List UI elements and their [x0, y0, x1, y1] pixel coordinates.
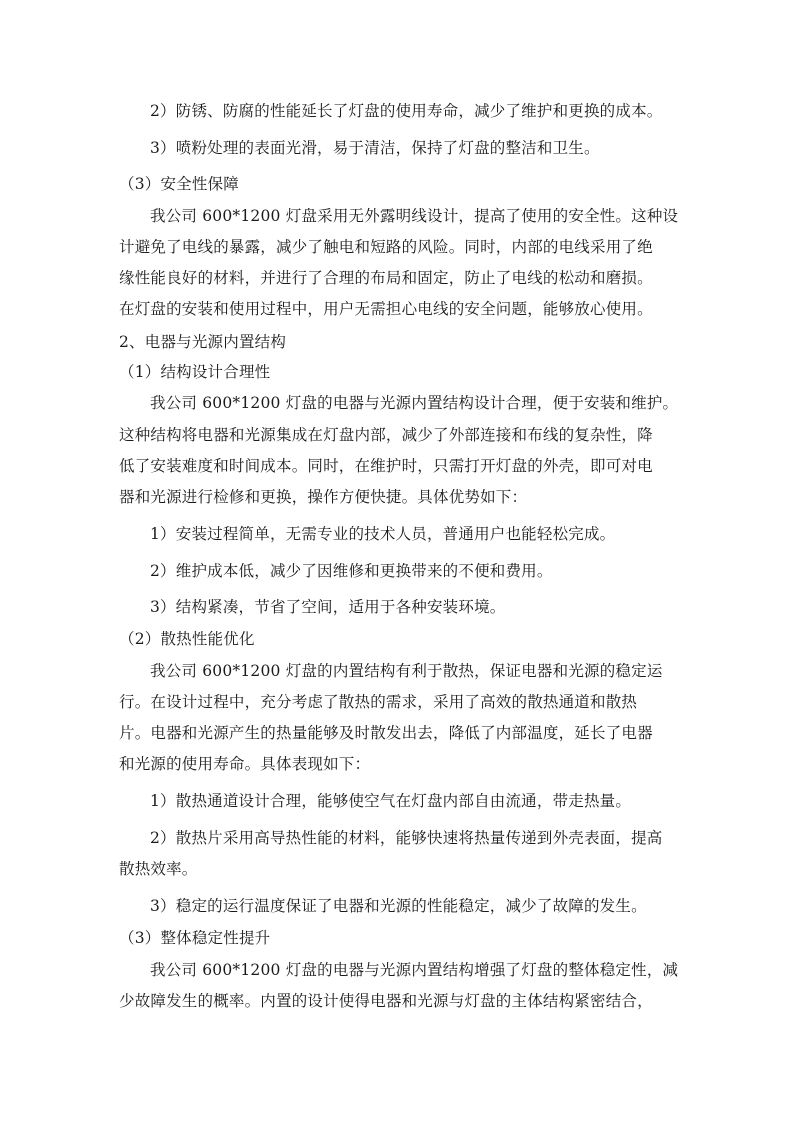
paragraph-line: 在灯盘的安装和使用过程中，用户无需担心电线的安全问题，能够放心使用。 — [119, 300, 653, 318]
section-heading: 2、电器与光源内置结构 — [119, 333, 287, 351]
list-item: 3）稳定的运行温度保证了电器和光源的性能稳定，减少了故障的发生。 — [150, 897, 647, 915]
list-item: 3）结构紧凑，节省了空间，适用于各种安装环境。 — [150, 598, 506, 616]
list-item: 2）防锈、防腐的性能延长了灯盘的使用寿命，减少了维护和更换的成本。 — [150, 102, 663, 120]
list-item: 1）安装过程简单，无需专业的技术人员，普通用户也能轻松完成。 — [150, 525, 616, 543]
paragraph-line: 计避免了电线的暴露，减少了触电和短路的风险。同时，内部的电线采用了绝 — [119, 238, 653, 256]
list-item: 2）维护成本低，减少了因维修和更换带来的不便和费用。 — [150, 562, 553, 580]
paragraph-line: 缘性能良好的材料，并进行了合理的布局和固定，防止了电线的松动和磨损。 — [119, 269, 653, 287]
paragraph-line: 我公司 600*1200 灯盘的电器与光源内置结构设计合理，便于安装和维护。 — [150, 394, 679, 412]
section-heading: （2）散热性能优化 — [119, 630, 255, 648]
paragraph-line: 我公司 600*1200 灯盘的电器与光源内置结构增强了灯盘的整体稳定性，减 — [150, 961, 679, 979]
section-heading: （3）安全性保障 — [119, 175, 239, 193]
paragraph-line: 器和光源进行检修和更换，操作方便快捷。具体优势如下： — [119, 488, 528, 506]
section-heading: （3）整体稳定性提升 — [119, 929, 271, 947]
list-item: 2）散热片采用高导热性能的材料，能够快速将热量传递到外壳表面，提高 — [150, 829, 663, 847]
paragraph-line: 低了安装难度和时间成本。同时，在维护时，只需打开灯盘的外壳，即可对电 — [119, 457, 653, 475]
paragraph-line: 少故障发生的概率。内置的设计使得电器和光源与灯盘的主体结构紧密结合， — [119, 992, 653, 1010]
list-item: 3）喷粉处理的表面光滑，易于清洁，保持了灯盘的整洁和卫生。 — [150, 139, 600, 157]
paragraph-line: 我公司 600*1200 灯盘的内置结构有利于散热，保证电器和光源的稳定运 — [150, 662, 663, 680]
paragraph-line: 片。电器和光源产生的热量能够及时散发出去，降低了内部温度，延长了电器 — [119, 724, 653, 742]
paragraph-line: 行。在设计过程中，充分考虑了散热的需求，采用了高效的散热通道和散热 — [119, 693, 638, 711]
list-item: 1）散热通道设计合理，能够使空气在灯盘内部自由流通，带走热量。 — [150, 792, 632, 810]
paragraph-line: 和光源的使用寿命。具体表现如下： — [119, 755, 371, 773]
list-item-continuation: 散热效率。 — [119, 860, 198, 878]
paragraph-line: 我公司 600*1200 灯盘采用无外露明线设计，提高了使用的安全性。这种设 — [150, 207, 679, 225]
section-heading: （1）结构设计合理性 — [119, 363, 271, 381]
paragraph-line: 这种结构将电器和光源集成在灯盘内部，减少了外部连接和布线的复杂性，降 — [119, 426, 653, 444]
